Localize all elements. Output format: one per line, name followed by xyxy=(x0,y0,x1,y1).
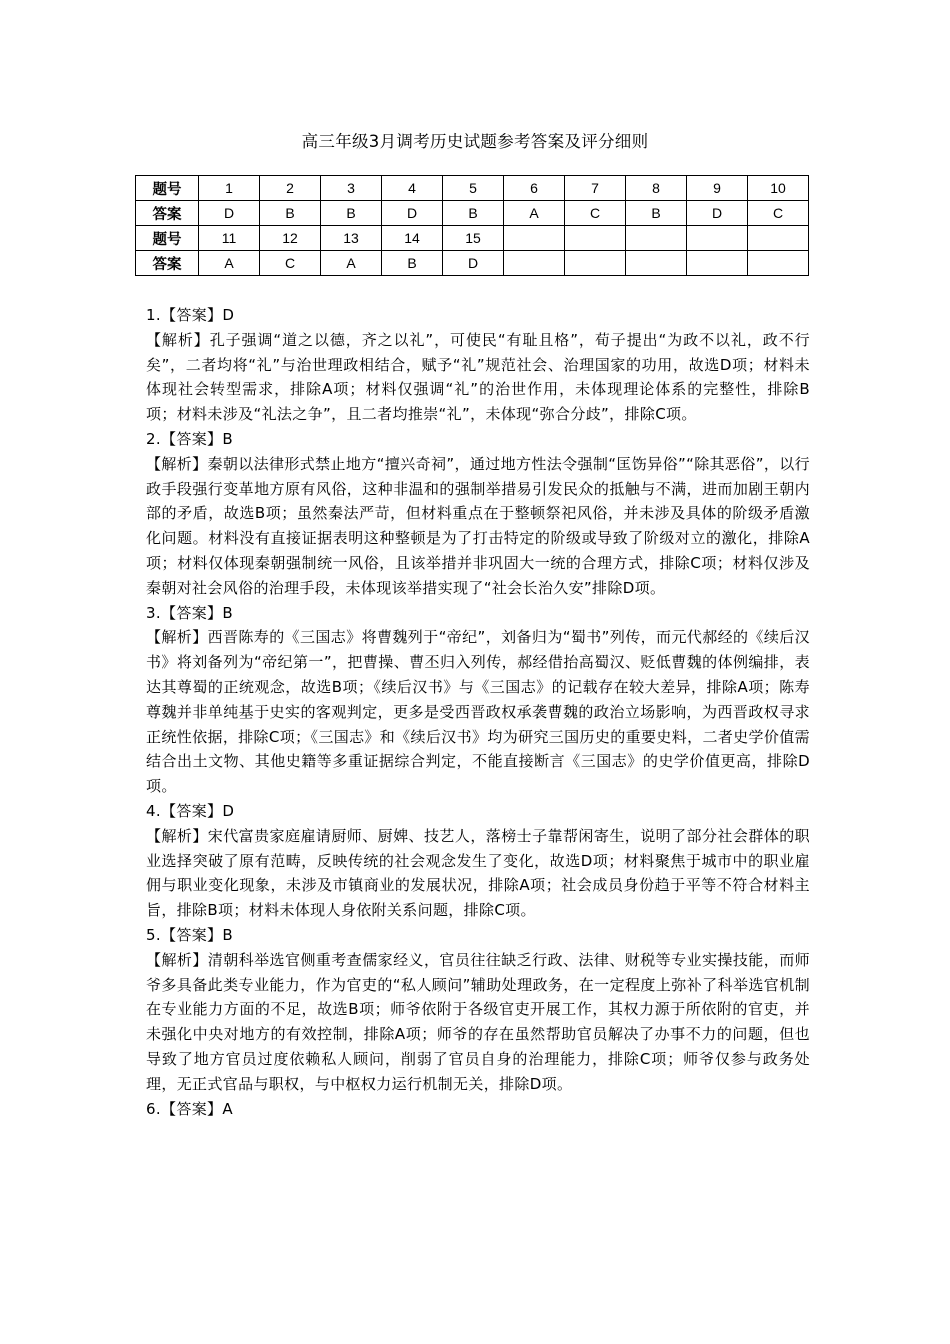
analysis-paragraph: 【解析】孔子强调“道之以德，齐之以礼”，可使民“有耻且格”，荀子提出“为政不以礼，政不行矣”，二者均将“礼”与治世理政相结合，赋予“礼”规范社会、治理国家的功用，故选D项；材料未体现社会转型需求，排除A项；材料仅强调“礼”的治世作用，未体现理论体系的完整性，排除B项；材料未涉及“礼法之争”，且二者均推崇“礼”，未体现“弥合分歧”，排除C项。 xyxy=(146,330,810,424)
answer-cell: D xyxy=(687,201,748,226)
answer-cell: B xyxy=(443,201,504,226)
empty-cell xyxy=(504,226,565,251)
table-row-answers-2 xyxy=(136,251,809,276)
empty-cell xyxy=(565,251,626,276)
answer-cell: D xyxy=(443,251,504,276)
answer-table xyxy=(135,175,809,276)
table-row-numbers-2 xyxy=(136,226,809,251)
answer-cell: A xyxy=(504,201,565,226)
question-number-cell: 12 xyxy=(260,226,321,251)
question-number-cell: 8 xyxy=(626,176,687,201)
answer-cell: C xyxy=(260,251,321,276)
empty-cell xyxy=(504,251,565,276)
answer-line: 3.【答案】B xyxy=(146,603,234,622)
empty-cell xyxy=(687,226,748,251)
page-title: 高三年级3月调考历史试题参考答案及评分细则 xyxy=(301,132,649,151)
answer-cell: C xyxy=(565,201,626,226)
answer-line: 5.【答案】B xyxy=(146,925,234,944)
answer-cell: B xyxy=(260,201,321,226)
table-row-label: 题号 xyxy=(136,226,199,251)
answer-cell: A xyxy=(321,251,382,276)
question-number-cell: 2 xyxy=(260,176,321,201)
question-number-cell: 6 xyxy=(504,176,565,201)
answer-cell: D xyxy=(199,201,260,226)
question-number-cell: 11 xyxy=(199,226,260,251)
analysis-paragraph: 【解析】宋代富贵家庭雇请厨师、厨婢、技艺人，落榜士子靠帮闲寄生，说明了部分社会群体的职业选择突破了原有范畴，反映传统的社会观念发生了变化，故选D项；材料聚焦于城市中的职业雇佣与职业变化现象，未涉及市镇商业的发展状况，排除A项；社会成员身份趋于平等不符合材料主旨，排除B项；材料未体现人身依附关系问题，排除C项。 xyxy=(146,826,810,920)
answer-cell: B xyxy=(321,201,382,226)
answer-cell: B xyxy=(626,201,687,226)
question-number-cell: 10 xyxy=(748,176,809,201)
table-row-label: 答案 xyxy=(136,251,199,276)
empty-cell xyxy=(748,251,809,276)
answer-cell: D xyxy=(382,201,443,226)
table-row-label: 题号 xyxy=(136,176,199,201)
answer-cell: B xyxy=(382,251,443,276)
answer-line: 1.【答案】D xyxy=(146,306,235,324)
table-row-label: 答案 xyxy=(136,201,199,226)
answer-line: 4.【答案】D xyxy=(146,801,235,820)
empty-cell xyxy=(565,226,626,251)
question-number-cell: 1 xyxy=(199,176,260,201)
empty-cell xyxy=(626,226,687,251)
answer-line: 6.【答案】A xyxy=(146,1099,234,1118)
question-number-cell: 3 xyxy=(321,176,382,201)
question-number-cell: 5 xyxy=(443,176,504,201)
question-number-cell: 13 xyxy=(321,226,382,251)
question-number-cell: 14 xyxy=(382,226,443,251)
answer-line: 2.【答案】B xyxy=(146,429,234,448)
answer-cell: A xyxy=(199,251,260,276)
analysis-paragraph: 【解析】秦朝以法律形式禁止地方“擅兴奇祠”，通过地方性法令强制“匡饬异俗”“除其恶俗”，以行政手段强行变革地方原有风俗，这种非温和的强制举措易引发民众的抵触与不满，进而加剧王朝内部的矛盾，故选B项；虽然秦法严苛，但材料重点在于整顿祭祀风俗，并未涉及具体的阶级矛盾激化问题。材料没有直接证据表明这种整顿是为了打击特定的阶级或导致了阶级对立的激化，排除A项；材料仅体现秦朝强制统一风俗，且该举措并非巩固大一统的合理方式，排除C项；材料仅涉及秦朝对社会风俗的治理手段，未体现该举措实现了“社会长治久安”排除D项。 xyxy=(146,454,810,597)
question-number-cell: 15 xyxy=(443,226,504,251)
question-number-cell: 9 xyxy=(687,176,748,201)
explanations xyxy=(146,303,810,1121)
empty-cell xyxy=(687,251,748,276)
answer-cell: C xyxy=(748,201,809,226)
analysis-paragraph: 【解析】西晋陈寿的《三国志》将曹魏列于“帝纪”，刘备归为“蜀书”列传，而元代郝经的《续后汉书》将刘备列为“帝纪第一”，把曹操、曹丕归入列传，郝经借抬高蜀汉、贬低曹魏的体例编排，表达其尊蜀的正统观念，故选B项；《续后汉书》与《三国志》的记载存在较大差异，排除A项；陈寿尊魏并非单纯基于史实的客观判定，更多是受西晋政权承袭曹魏的政治立场影响，为西晋政权寻求正统性依据，排除C项；《三国志》和《续后汉书》均为研究三国历史的重要史料，二者史学价值需结合出土文物、其他史籍等多重证据综合判定，不能直接断言《三国志》的史学价值更高，排除D项。 xyxy=(146,628,810,796)
question-number-cell: 4 xyxy=(382,176,443,201)
question-number-cell: 7 xyxy=(565,176,626,201)
empty-cell xyxy=(748,226,809,251)
table-row-numbers-1 xyxy=(136,176,809,201)
empty-cell xyxy=(626,251,687,276)
table-row-answers-1 xyxy=(136,201,809,226)
analysis-paragraph: 【解析】清朝科举选官侧重考查儒家经义，官员往往缺乏行政、法律、财税等专业实操技能，而师爷多具备此类专业能力，作为官吏的“私人顾问”辅助处理政务，在一定程度上弥补了科举选官机制在专业能力方面的不足，故选B项；师爷依附于各级官吏开展工作，其权力源于所依附的官吏，并未强化中央对地方的有效控制，排除A项；师爷的存在虽然帮助官员解决了办事不力的问题，但也导致了地方官员过度依赖私人顾问，削弱了官员自身的治理能力，排除C项；师爷仅参与政务处理，无正式官品与职权，与中枢权力运行机制无关，排除D项。 xyxy=(146,950,810,1093)
